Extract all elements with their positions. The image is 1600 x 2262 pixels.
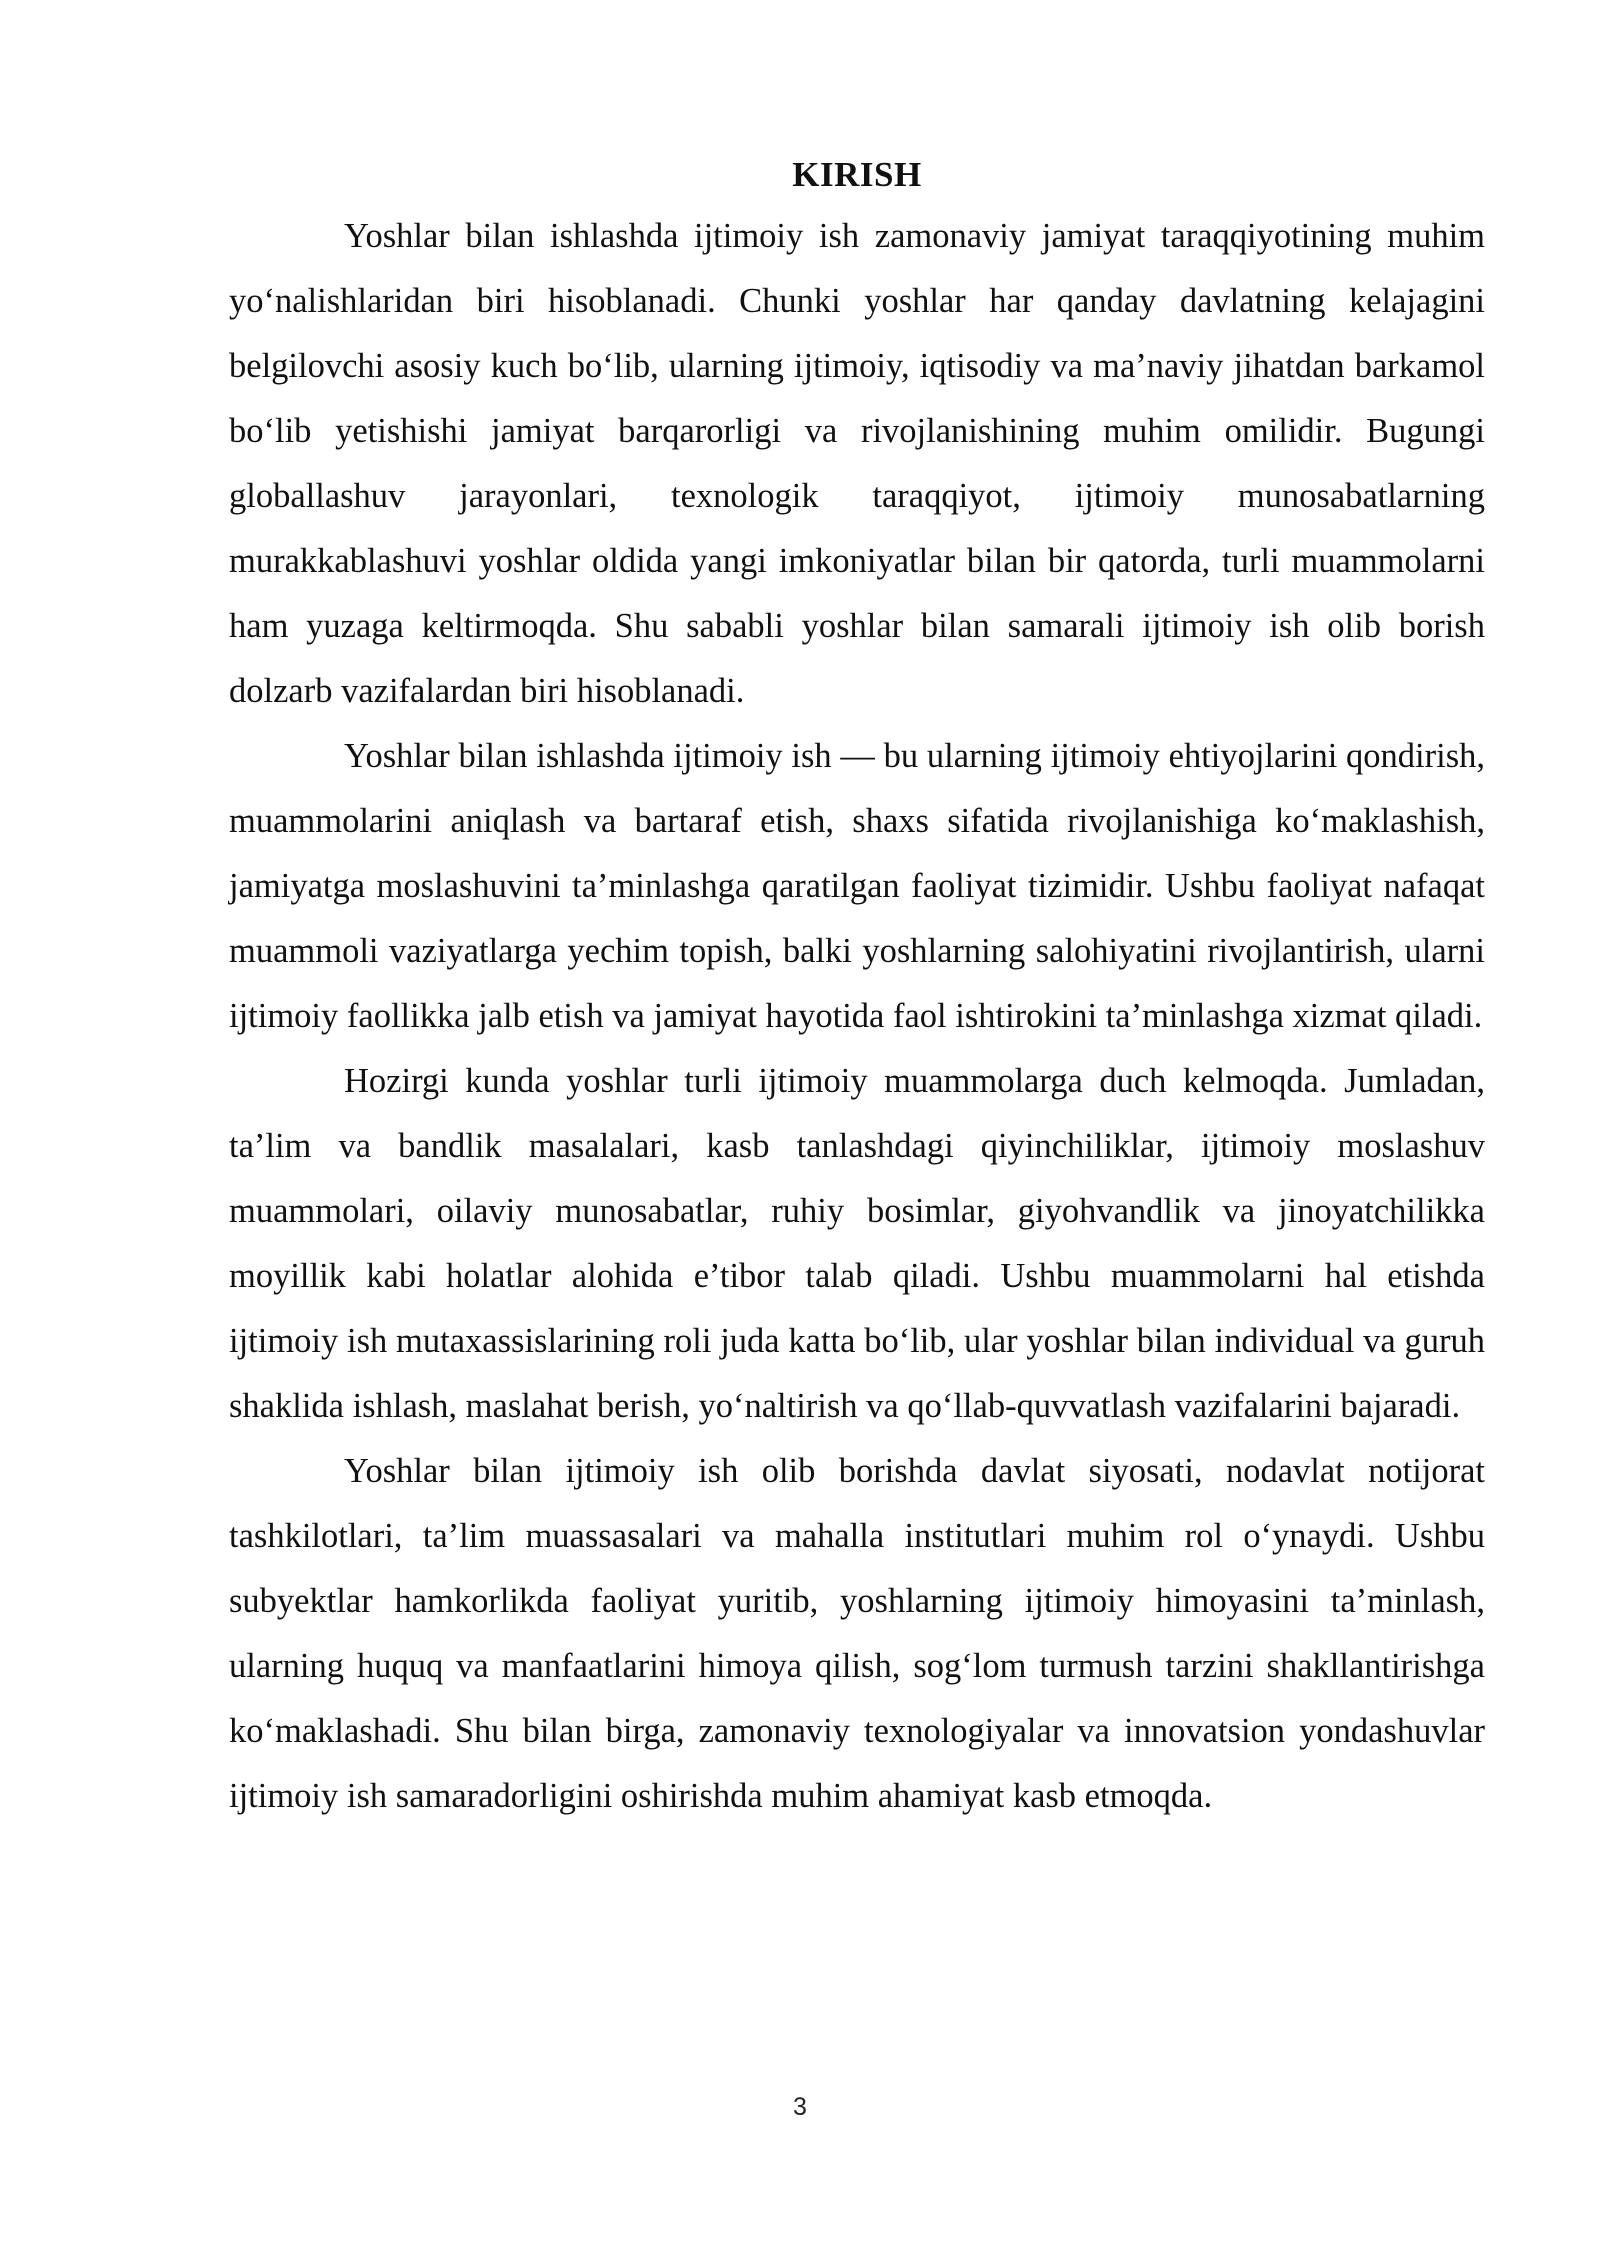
section-heading: KIRISH (792, 155, 922, 194)
paragraph-1: Yoshlar bilan ishlashda ijtimoiy ish zamonaviy jamiyat taraqqiyotining muhim yo‘nalishlaridan biri hisoblanadi. Chunki yoshlar har qanday davlatning kelajagini belgilovchi asosiy kuch bo‘lib, ularning ijtimoiy, iqtisodiy va ma’naviy jihatdan barkamol bo‘lib yetishishi jamiyat barqarorligi va rivojlanishining muhim omilidir. Bugungi globallashuv jarayonlari, texnologik taraqqiyot, ijtimoiy munosabatlarning murakkablashuvi yoshlar oldida yangi imkoniyatlar bilan bir qatorda, turli muammolarni ham yuzaga keltirmoqda. Shu sababli yoshlar bilan samarali ijtimoiy ish olib borish dolzarb vazifalardan biri hisoblanadi. (229, 217, 1485, 710)
paragraph-2: Yoshlar bilan ishlashda ijtimoiy ish — bu ularning ijtimoiy ehtiyojlarini qondirish, muammolarini aniqlash va bartaraf etish, shaxs sifatida rivojlanishiga ko‘maklashish, jamiyatga moslashuvini ta’minlashga qaratilgan faoliyat tizimidir. Ushbu faoliyat nafaqat muammoli vaziyatlarga yechim topish, balki yoshlarning salohiyatini rivojlantirish, ularni ijtimoiy faollikka jalb etish va jamiyat hayotida faol ishtirokini ta’minlashga xizmat qiladi. (229, 737, 1485, 1035)
paragraph-4: Yoshlar bilan ijtimoiy ish olib borishda davlat siyosati, nodavlat notijorat tashkilotlari, ta’lim muassasalari va mahalla institutlari muhim rol o‘ynaydi. Ushbu subyektlar hamkorlikda faoliyat yuritib, yoshlarning ijtimoiy himoyasini ta’minlash, ularning huquq va manfaatlarini himoya qilish, sog‘lom turmush tarzini shakllantirishga ko‘maklashadi. Shu bilan birga, zamonaviy texnologiyalar va innovatsion yondashuvlar ijtimoiy ish samaradorligini oshirishda muhim ahamiyat kasb etmoqda. (229, 1452, 1485, 1815)
page-number: 3 (793, 2093, 807, 2121)
paragraph-3: Hozirgi kunda yoshlar turli ijtimoiy muammolarga duch kelmoqda. Jumladan, ta’lim va bandlik masalalari, kasb tanlashdagi qiyinchiliklar, ijtimoiy moslashuv muammolari, oilaviy munosabatlar, ruhiy bosimlar, giyohvandlik va jinoyatchilikka moyillik kabi holatlar alohida e’tibor talab qiladi. Ushbu muammolarni hal etishda ijtimoiy ish mutaxassislarining roli juda katta bo‘lib, ular yoshlar bilan individual va guruh shaklida ishlash, maslahat berish, yo‘naltirish va qo‘llab-quvvatlash vazifalarini bajaradi. (229, 1062, 1485, 1425)
page-content (229, 146, 1485, 1829)
